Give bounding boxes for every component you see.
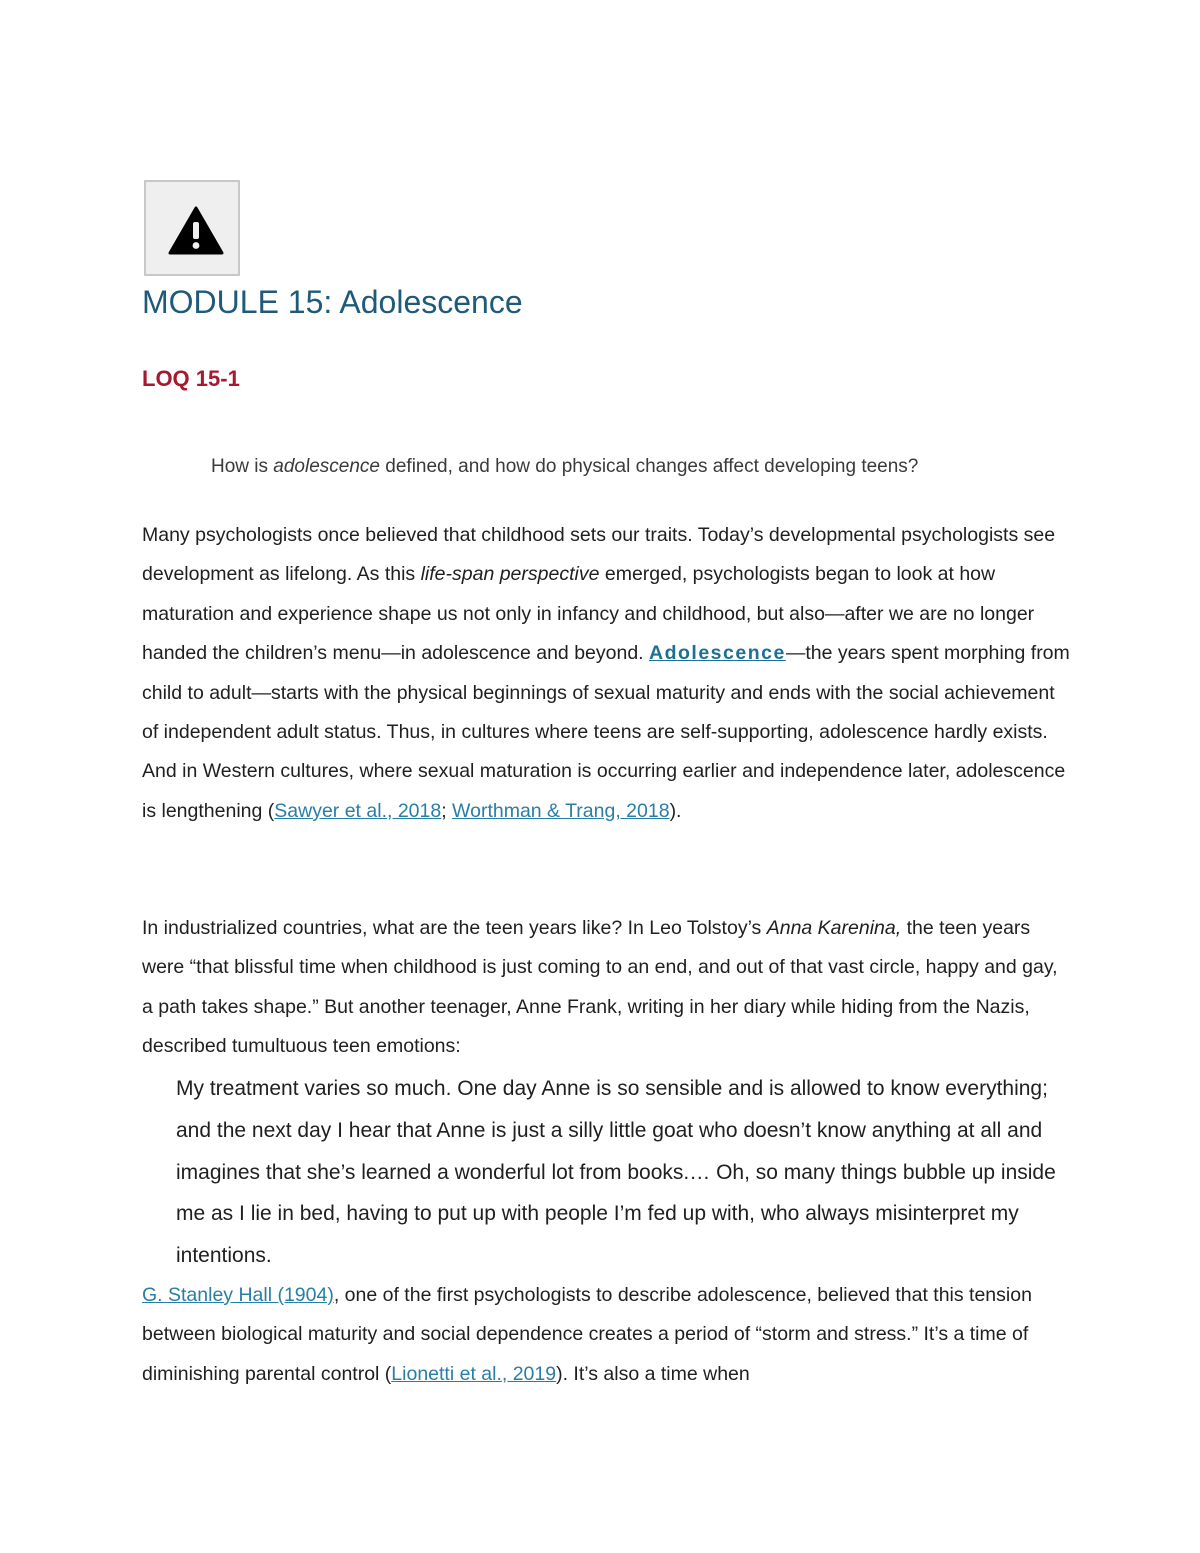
citation-link[interactable]: Worthman & Trang, 2018 (452, 799, 670, 822)
question-italic-term: adolescence (273, 456, 380, 477)
paragraph-text: Many psychologists once believed that childhood sets our traits. Today’s developmental psychologists see development as lifelong. As this (142, 524, 1056, 586)
italic-term: life-span perspective (420, 563, 600, 586)
learning-objective-question (211, 456, 918, 478)
paragraph (142, 909, 1072, 1067)
question-text: How is (211, 456, 274, 477)
loq-label: LOQ 15-1 (142, 366, 240, 391)
paragraph-text: In industrialized countries, what are the teen years like? In Leo Tolstoy’s (142, 917, 767, 939)
broken-image-placeholder (144, 180, 240, 276)
citation-link[interactable]: Lionetti et al., 2019 (391, 1362, 557, 1385)
paragraph-text: the teen years were “that blissful time when childhood is just coming to an end, and out of that vast circle, happy and gay, a path takes shape.” But another teenager, Anne Frank, writing in her diary while hiding from the Nazis, described tumultuous teen emotions: (142, 917, 1058, 1058)
paragraph-text: emerged, psychologists began to look at how maturation and experience shape us not only in infancy and childhood, but also—after we are no longer handed the children’s menu—in adolescence and beyond. (142, 563, 1035, 665)
paragraph-text: ). (669, 799, 682, 822)
glossary-term-link[interactable]: Adolescence (649, 642, 786, 665)
citation-link[interactable]: G. Stanley Hall (1904) (142, 1284, 334, 1306)
paragraph-text: ; (441, 799, 453, 822)
paragraph-text: ). It’s also a time when (556, 1362, 750, 1385)
page-title: MODULE 15: Adolescence (142, 284, 523, 320)
italic-title: Anna Karenina, (766, 917, 902, 939)
block-quote: My treatment varies so much. One day Anne is so sensible and is allowed to know everything; and the next day I hear that Anne is just a silly little goat who doesn’t know anything at all and imagines that she’s learned a wonderful lot from books.… Oh, so many things bubble up inside me as I lie in bed, having to put up with people I’m fed up with, who always misinterpret my intentions. (176, 1077, 1056, 1268)
paragraph-text: —the years spent morphing from child to adult—starts with the physical beginnings of sexual maturity and ends with the social achievement of independent adult status. Thus, in cultures where teens are self-supporting, adolescence hardly exists. And in Western cultures, where sexual maturation is occurring earlier and independence later, adolescence is lengthening ( (142, 642, 1070, 822)
paragraph (142, 1276, 1072, 1394)
warning-triangle-icon (168, 206, 224, 256)
paragraph-text: , one of the first psychologists to describe adolescence, believed that this tension between biological maturity and social dependence creates a period of “storm and stress.” It’s a time of diminishing parental control ( (142, 1284, 1032, 1385)
paragraph (142, 516, 1072, 831)
question-text: defined, and how do physical changes affect developing teens? (380, 456, 919, 477)
citation-link[interactable]: Sawyer et al., 2018 (274, 799, 442, 822)
